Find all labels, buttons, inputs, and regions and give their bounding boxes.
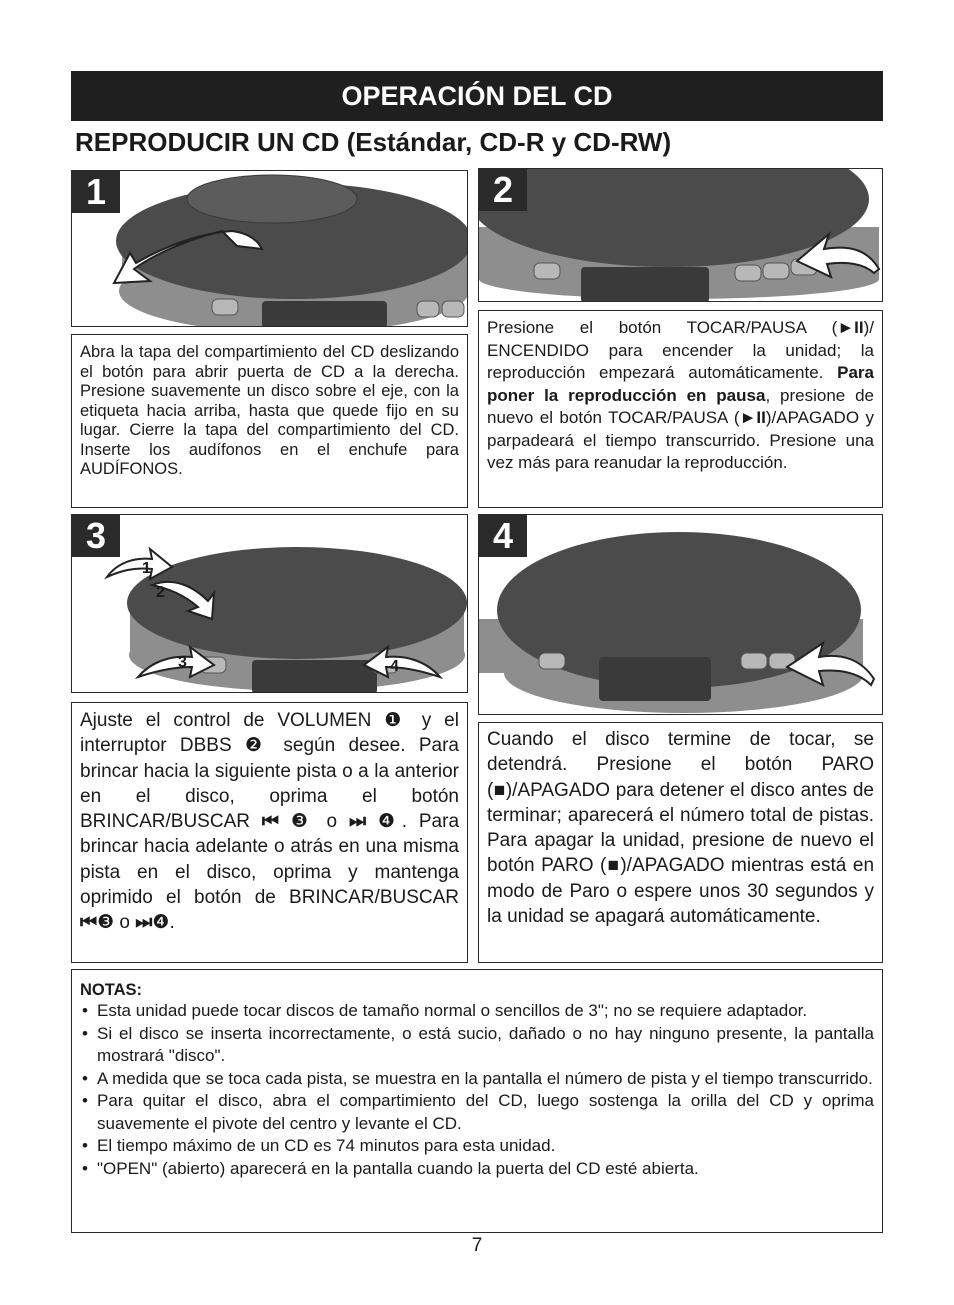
dbbs-callout-icon: ❷	[244, 735, 271, 757]
step-4-image	[478, 514, 883, 715]
skip-back-icon: ⏮	[80, 912, 98, 934]
cd-player-illustration	[479, 515, 883, 715]
notes-title: NOTAS:	[80, 981, 143, 999]
callout-3: 3	[178, 654, 187, 671]
page-subtitle: REPRODUCIR UN CD (Estándar, CD-R y CD-RW)	[75, 127, 672, 157]
skip-forward-icon: ⏭	[135, 912, 153, 934]
callout-2: 2	[156, 584, 165, 601]
cd-player-illustration	[72, 171, 468, 327]
step-1-number: 1	[72, 171, 120, 213]
step-3-image	[71, 514, 468, 693]
step-2-number: 2	[479, 169, 527, 211]
section-title: OPERACIÓN DEL CD	[71, 71, 883, 121]
volume-callout-icon: ❶	[384, 710, 409, 731]
stop-icon: ■	[606, 855, 621, 877]
page-number: 7	[471, 1235, 483, 1256]
list-item: • Para quitar el disco, abra el compartimiento del CD, luego sostenga la orilla del CD y oprima suavemente el pivote del centro y levante el CD.	[80, 1090, 874, 1135]
list-item: • "OPEN" (abierto) aparecerá en la pantalla cuando la puerta del CD esté abierta.	[80, 1158, 874, 1181]
play-pause-icon: ►II	[739, 408, 766, 427]
step-4-number: 4	[479, 515, 527, 557]
step-3-number: 3	[72, 515, 120, 557]
list-item: • Si el disco se inserta incorrectamente, o está sucio, dañado o no hay ninguno presente, la pantalla mostrará "disco".	[80, 1023, 874, 1068]
cd-player-illustration	[479, 169, 883, 302]
cd-player-illustration	[72, 515, 468, 693]
list-item: • Esta unidad puede tocar discos de tamaño normal o sencillos de 3"; no se requiere adaptador.	[80, 1000, 874, 1023]
skip-back-icon: ⏮	[261, 811, 279, 833]
play-pause-icon: ►II	[837, 318, 864, 337]
step-2-text: Presione el botón TOCAR/PAUSA (►II)/ ENCENDIDO para encender la unidad; la reproducción empezará automáticamente. Para poner la reproducción en pausa, presione de nuevo el botón TOCAR/PAUSA (►II)/APAGADO y parpadeará el tiempo transcurrido. Presione una vez más para reanudar la reproducción.	[478, 310, 883, 508]
step-3-text: Ajuste el control de VOLUMEN ❶ y el interruptor DBBS ❷ según desee. Para brincar hacia la siguiente pista o a la anterior en el disco, oprima el botón BRINCAR/BUSCAR ⏮ ❸ o ⏭ ❹. Para brincar hacia adelante o atrás en una misma pista en el disco, oprima y mantenga oprimido el botón de BRINCAR/BUSCAR ⏮❸ o ⏭❹.	[71, 702, 468, 963]
list-item: • A medida que se toca cada pista, se muestra en la pantalla el número de pista y el tiempo transcurrido.	[80, 1068, 874, 1091]
notes-box	[71, 969, 883, 1233]
step-4-text: Cuando el disco termine de tocar, se detendrá. Presione el botón PARO (■)/APAGADO para detener el disco antes de terminar; aparecerá el número total de pistas. Para apagar la unidad, presione de nuevo el botón PARO (■)/APAGADO mientras está en modo de Paro o espere unos 30 segundos y la unidad se apagará automáticamente.	[478, 722, 883, 963]
step-1-text: Abra la tapa del compartimiento del CD deslizando el botón para abrir puerta de CD a la derecha. Presione suavemente un disco sobre el eje, con la etiqueta hacia arriba, hasta que quede fijo en su lugar. Cierre la tapa del compartimiento del CD. Inserte los audífonos en el enchufe para AUDÍFONOS.	[71, 334, 468, 508]
callout-1: 1	[142, 560, 151, 577]
callout-4: 4	[390, 658, 399, 675]
step-2-image	[478, 168, 883, 302]
skip-forward-icon: ⏭	[348, 811, 367, 833]
stop-icon: ■	[493, 779, 506, 801]
list-item: • El tiempo máximo de un CD es 74 minutos para esta unidad.	[80, 1135, 874, 1158]
step-1-image	[71, 170, 468, 327]
notes-list	[80, 1000, 874, 1180]
